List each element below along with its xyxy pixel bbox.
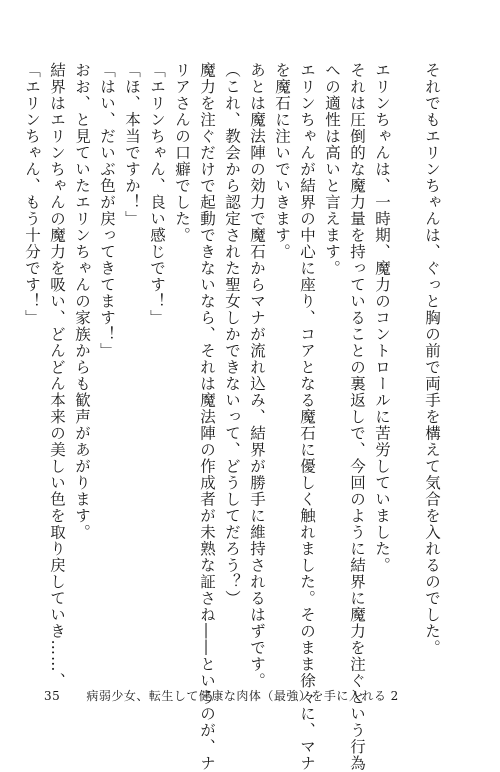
text-line: リアさんの口癖でした。	[173, 62, 191, 244]
text-line: 「ほ、本当ですか！」	[123, 62, 141, 227]
text-line: 「エリンちゃん、良い感じです！」	[148, 62, 166, 326]
text-line: それは圧倒的な魔力量を持っていることの裏返しで、今回のように結界に魔力を注ぐという行為	[348, 62, 366, 772]
text-line: を魔石に注いでいきます。	[273, 62, 291, 260]
text-line: （これ、教会から認定された聖女しかできないって、どうしてだろう？）	[223, 62, 241, 607]
text-line: への適性は高いと言えます。	[323, 62, 341, 277]
text-line: おお、と見ていたエリンちゃんの家族からも歓声があがります。	[73, 62, 91, 541]
text-line: エリンちゃんは、一時期、魔力のコントロールに苦労していました。	[373, 62, 391, 574]
text-line: それでもエリンちゃんは、ぐっと胸の前で両手を構えて気合を入れるのでした。	[423, 62, 441, 656]
page-number: 35	[44, 689, 61, 703]
text-line: 「はい、だいぶ色が戻ってきてます！」	[98, 62, 116, 359]
text-line: 結界はエリンちゃんの魔力を吸い、どんどん本来の美しい色を取り戻していき……、	[48, 62, 66, 689]
text-line: あとは魔法陣の効力で魔石からマナが流れ込み、結界が勝手に維持されるはずです。	[248, 62, 266, 689]
text-line: 魔力を注ぐだけで起動できないなら、それは魔法陣の作成者が未熟な証さね――というのが、ナ	[198, 62, 216, 772]
text-line: 「エリンちゃん、もう十分です！」	[23, 62, 41, 326]
page-footer	[44, 687, 399, 704]
paragraph-gap	[394, 62, 419, 662]
book-title: 病弱少女、転生して健康な肉体（最強）を手に入れる 2	[86, 689, 399, 703]
text-line: エリンちゃんが結界の中心に座り、コアとなる魔石に優しく触れました。そのまま徐々に、マナ	[298, 62, 316, 772]
